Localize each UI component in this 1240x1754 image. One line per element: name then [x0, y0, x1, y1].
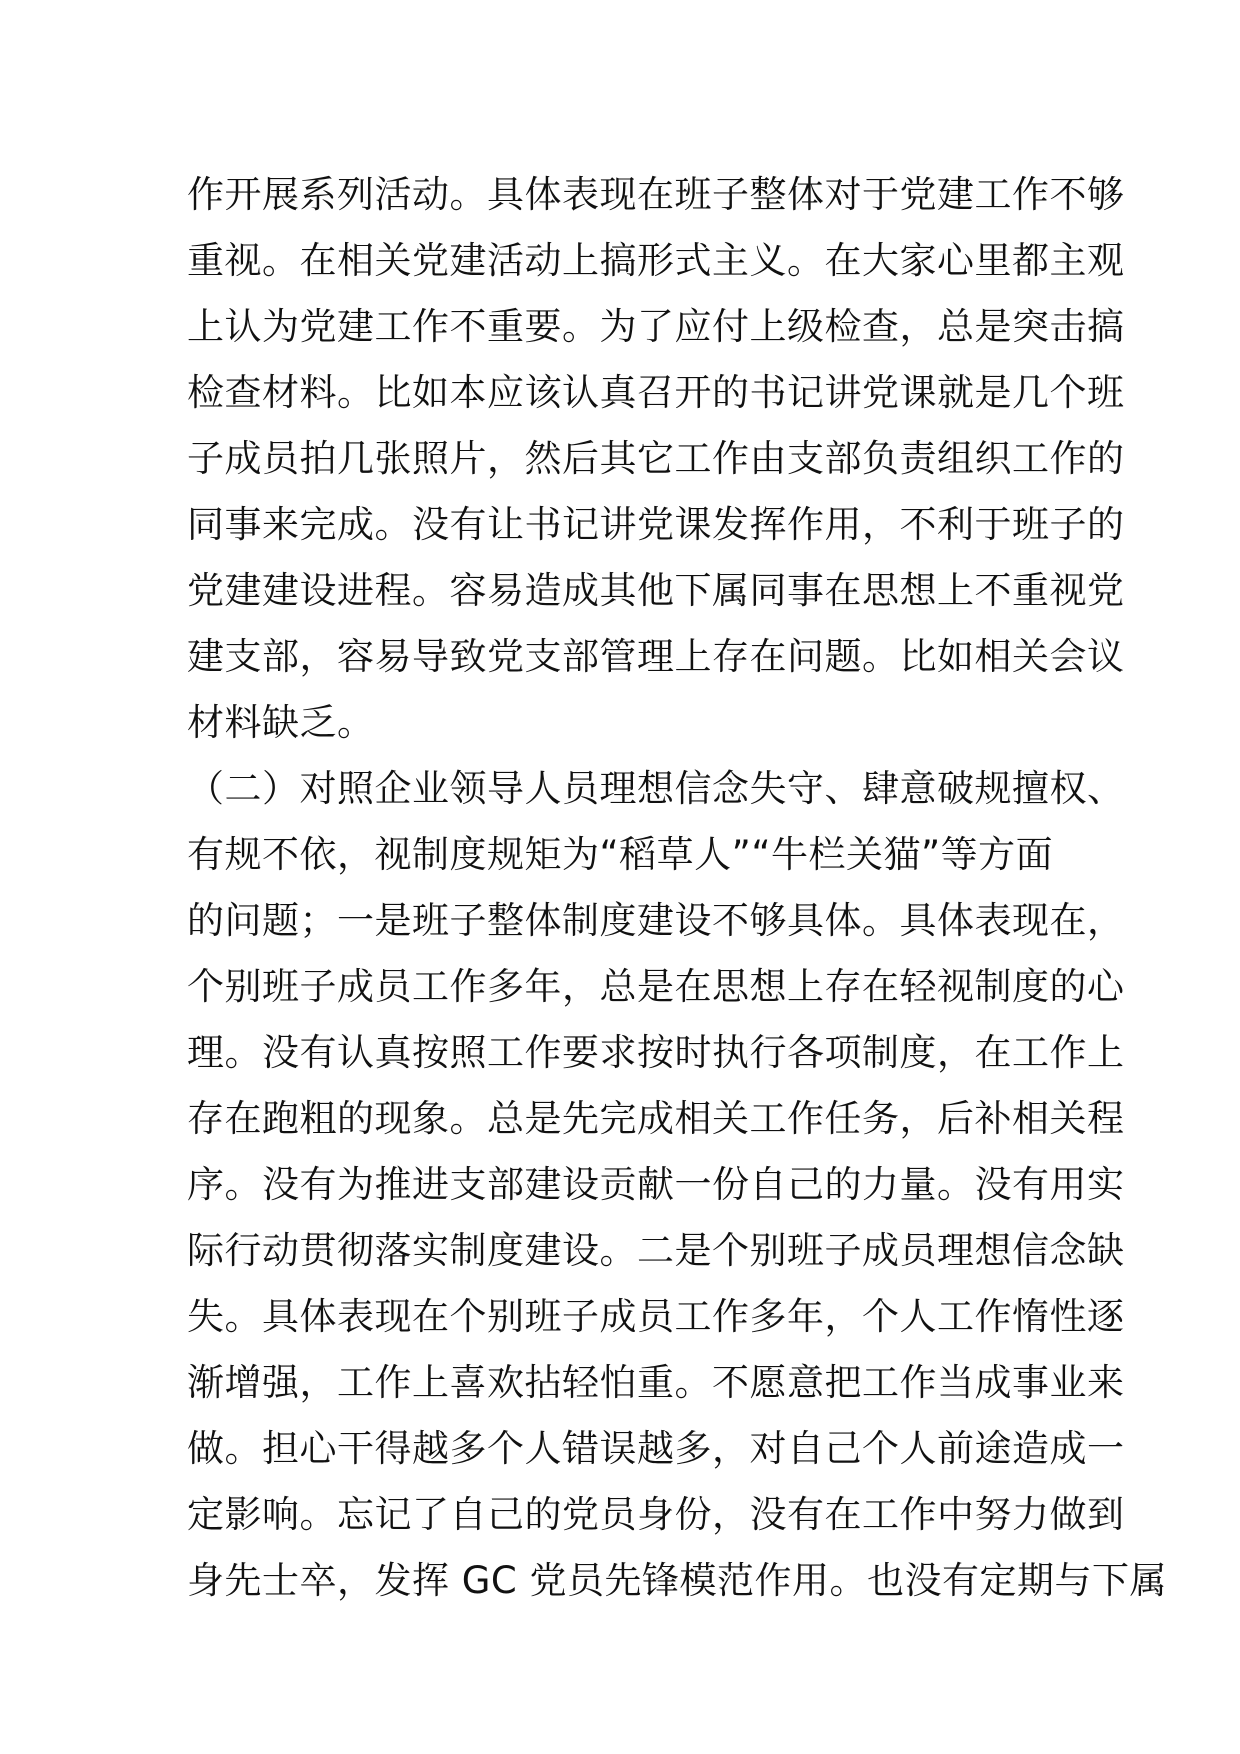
paragraph-2 [187, 756, 1168, 1614]
paragraph-1 [187, 162, 1125, 756]
text-line: 的问题；一是班子整体制度建设不够具体。具体表现在， [187, 899, 1125, 942]
text-line: 有规不依，视制度规矩为“稻草人”“牛栏关猫”等方面 [187, 833, 1054, 876]
text-line: 理。没有认真按照工作要求按时执行各项制度，在工作上 [187, 1031, 1125, 1074]
text-line: 检查材料。比如本应该认真召开的书记讲党课就是几个班 [187, 371, 1125, 414]
text-line: 建支部，容易导致党支部管理上存在问题。比如相关会议 [187, 635, 1125, 678]
text-line: 重视。在相关党建活动上搞形式主义。在大家心里都主观 [187, 239, 1125, 282]
text-line: 序。没有为推进支部建设贡献一份自己的力量。没有用实 [187, 1163, 1125, 1206]
text-line: 际行动贯彻落实制度建设。二是个别班子成员理想信念缺 [187, 1229, 1125, 1272]
text-line: 失。具体表现在个别班子成员工作多年，个人工作惰性逐 [187, 1295, 1125, 1338]
text-line: 存在跑粗的现象。总是先完成相关工作任务，后补相关程 [187, 1097, 1125, 1140]
text-line: 子成员拍几张照片，然后其它工作由支部负责组织工作的 [187, 437, 1125, 480]
section-heading-line: （二）对照企业领导人员理想信念失守、肆意破规擅权、 [187, 767, 1125, 810]
text-line: 材料缺乏。 [187, 701, 375, 744]
text-line: 同事来完成。没有让书记讲党课发挥作用，不利于班子的 [187, 503, 1125, 546]
text-line: 身先士卒，发挥 GC 党员先锋模范作用。也没有定期与下属 [187, 1559, 1168, 1602]
text-line: 渐增强，工作上喜欢拈轻怕重。不愿意把工作当成事业来 [187, 1361, 1125, 1404]
text-line: 党建建设进程。容易造成其他下属同事在思想上不重视党 [187, 569, 1125, 612]
text-line: 定影响。忘记了自己的党员身份，没有在工作中努力做到 [187, 1493, 1125, 1536]
text-line: 上认为党建工作不重要。为了应付上级检查，总是突击搞 [187, 305, 1125, 348]
text-line: 个别班子成员工作多年，总是在思想上存在轻视制度的心 [187, 965, 1125, 1008]
text-line: 作开展系列活动。具体表现在班子整体对于党建工作不够 [187, 173, 1125, 216]
text-line: 做。担心干得越多个人错误越多，对自己个人前途造成一 [187, 1427, 1125, 1470]
